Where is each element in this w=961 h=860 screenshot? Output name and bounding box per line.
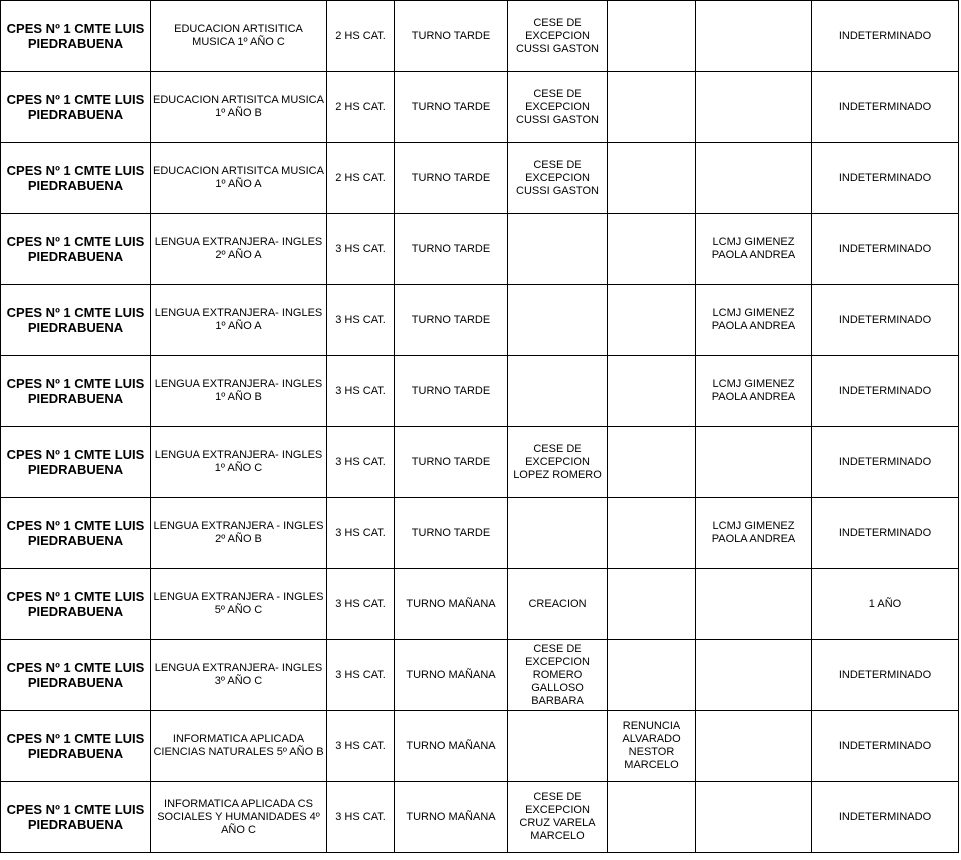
assigned-teacher-cell: LCMJ GIMENEZ PAOLA ANDREA	[696, 214, 812, 285]
resignation-cell	[608, 214, 696, 285]
duration-cell: 1 AÑO	[812, 569, 959, 640]
table-row	[1, 356, 959, 427]
table-row	[1, 143, 959, 214]
shift-cell: TURNO MAÑANA	[395, 569, 508, 640]
resignation-cell	[608, 782, 696, 853]
subject-cell: LENGUA EXTRANJERA- INGLES 3º AÑO C	[151, 640, 327, 711]
shift-cell: TURNO TARDE	[395, 1, 508, 72]
school-cell: CPES Nº 1 CMTE LUIS PIEDRABUENA	[1, 640, 151, 711]
shift-cell: TURNO TARDE	[395, 214, 508, 285]
subject-cell: EDUCACION ARTISITCA MUSICA 1º AÑO B	[151, 72, 327, 143]
subject-cell: INFORMATICA APLICADA CS SOCIALES Y HUMANIDADES 4º AÑO C	[151, 782, 327, 853]
hours-cell: 3 HS CAT.	[327, 498, 395, 569]
assigned-teacher-cell: LCMJ GIMENEZ PAOLA ANDREA	[696, 285, 812, 356]
duration-cell: INDETERMINADO	[812, 285, 959, 356]
reason-cell: CESE DE EXCEPCION CUSSI GASTON	[508, 143, 608, 214]
assigned-teacher-cell: LCMJ GIMENEZ PAOLA ANDREA	[696, 356, 812, 427]
shift-cell: TURNO TARDE	[395, 72, 508, 143]
table-row	[1, 427, 959, 498]
subject-cell: EDUCACION ARTISITICA MUSICA 1º AÑO C	[151, 1, 327, 72]
hours-cell: 3 HS CAT.	[327, 285, 395, 356]
subject-cell: LENGUA EXTRANJERA- INGLES 1º AÑO C	[151, 427, 327, 498]
hours-cell: 3 HS CAT.	[327, 427, 395, 498]
subject-cell: LENGUA EXTRANJERA- INGLES 1º AÑO B	[151, 356, 327, 427]
subject-cell: EDUCACION ARTISITCA MUSICA 1º AÑO A	[151, 143, 327, 214]
duration-cell: INDETERMINADO	[812, 427, 959, 498]
shift-cell: TURNO TARDE	[395, 285, 508, 356]
assigned-teacher-cell	[696, 782, 812, 853]
assigned-teacher-cell	[696, 711, 812, 782]
duration-cell: INDETERMINADO	[812, 1, 959, 72]
duration-cell: INDETERMINADO	[812, 782, 959, 853]
school-cell: CPES Nº 1 CMTE LUIS PIEDRABUENA	[1, 711, 151, 782]
shift-cell: TURNO MAÑANA	[395, 711, 508, 782]
hours-cell: 2 HS CAT.	[327, 72, 395, 143]
hours-cell: 3 HS CAT.	[327, 782, 395, 853]
assigned-teacher-cell	[696, 72, 812, 143]
school-cell: CPES Nº 1 CMTE LUIS PIEDRABUENA	[1, 356, 151, 427]
duration-cell: INDETERMINADO	[812, 711, 959, 782]
duration-cell: INDETERMINADO	[812, 143, 959, 214]
table-row	[1, 72, 959, 143]
assigned-teacher-cell	[696, 143, 812, 214]
table-row	[1, 1, 959, 72]
hours-cell: 3 HS CAT.	[327, 640, 395, 711]
assigned-teacher-cell	[696, 569, 812, 640]
resignation-cell	[608, 640, 696, 711]
resignation-cell	[608, 1, 696, 72]
table-body	[1, 1, 959, 853]
hours-cell: 3 HS CAT.	[327, 356, 395, 427]
school-cell: CPES Nº 1 CMTE LUIS PIEDRABUENA	[1, 427, 151, 498]
reason-cell	[508, 214, 608, 285]
assigned-teacher-cell	[696, 640, 812, 711]
resignation-cell	[608, 569, 696, 640]
reason-cell: CESE DE EXCEPCION CUSSI GASTON	[508, 72, 608, 143]
table-row	[1, 782, 959, 853]
reason-cell	[508, 356, 608, 427]
reason-cell: CESE DE EXCEPCION ROMERO GALLOSO BARBARA	[508, 640, 608, 711]
shift-cell: TURNO TARDE	[395, 356, 508, 427]
resignation-cell	[608, 285, 696, 356]
reason-cell: CESE DE EXCEPCION CRUZ VARELA MARCELO	[508, 782, 608, 853]
resignation-cell	[608, 72, 696, 143]
duration-cell: INDETERMINADO	[812, 214, 959, 285]
resignation-cell	[608, 498, 696, 569]
duration-cell: INDETERMINADO	[812, 356, 959, 427]
assigned-teacher-cell	[696, 1, 812, 72]
reason-cell: CREACION	[508, 569, 608, 640]
reason-cell: CESE DE EXCEPCION CUSSI GASTON	[508, 1, 608, 72]
reason-cell	[508, 711, 608, 782]
table-row	[1, 569, 959, 640]
table-row	[1, 285, 959, 356]
hours-cell: 2 HS CAT.	[327, 143, 395, 214]
subject-cell: LENGUA EXTRANJERA- INGLES 1º AÑO A	[151, 285, 327, 356]
hours-cell: 3 HS CAT.	[327, 711, 395, 782]
shift-cell: TURNO TARDE	[395, 143, 508, 214]
school-cell: CPES Nº 1 CMTE LUIS PIEDRABUENA	[1, 285, 151, 356]
shift-cell: TURNO TARDE	[395, 427, 508, 498]
resignation-cell	[608, 427, 696, 498]
table-row	[1, 640, 959, 711]
table-row	[1, 711, 959, 782]
shift-cell: TURNO TARDE	[395, 498, 508, 569]
reason-cell: CESE DE EXCEPCION LOPEZ ROMERO	[508, 427, 608, 498]
school-cell: CPES Nº 1 CMTE LUIS PIEDRABUENA	[1, 143, 151, 214]
duration-cell: INDETERMINADO	[812, 72, 959, 143]
subject-cell: LENGUA EXTRANJERA - INGLES 2º AÑO B	[151, 498, 327, 569]
assigned-teacher-cell	[696, 427, 812, 498]
duration-cell: INDETERMINADO	[812, 640, 959, 711]
hours-cell: 3 HS CAT.	[327, 214, 395, 285]
hours-cell: 3 HS CAT.	[327, 569, 395, 640]
resignation-cell: RENUNCIA ALVARADO NESTOR MARCELO	[608, 711, 696, 782]
school-cell: CPES Nº 1 CMTE LUIS PIEDRABUENA	[1, 498, 151, 569]
subject-cell: LENGUA EXTRANJERA- INGLES 2º AÑO A	[151, 214, 327, 285]
table-row	[1, 498, 959, 569]
school-cell: CPES Nº 1 CMTE LUIS PIEDRABUENA	[1, 782, 151, 853]
school-cell: CPES Nº 1 CMTE LUIS PIEDRABUENA	[1, 569, 151, 640]
school-cell: CPES Nº 1 CMTE LUIS PIEDRABUENA	[1, 72, 151, 143]
subject-cell: LENGUA EXTRANJERA - INGLES 5º AÑO C	[151, 569, 327, 640]
shift-cell: TURNO MAÑANA	[395, 782, 508, 853]
resignation-cell	[608, 143, 696, 214]
hours-cell: 2 HS CAT.	[327, 1, 395, 72]
school-cell: CPES Nº 1 CMTE LUIS PIEDRABUENA	[1, 1, 151, 72]
reason-cell	[508, 498, 608, 569]
subject-cell: INFORMATICA APLICADA CIENCIAS NATURALES 5º AÑO B	[151, 711, 327, 782]
school-cell: CPES Nº 1 CMTE LUIS PIEDRABUENA	[1, 214, 151, 285]
reason-cell	[508, 285, 608, 356]
duration-cell: INDETERMINADO	[812, 498, 959, 569]
assigned-teacher-cell: LCMJ GIMENEZ PAOLA ANDREA	[696, 498, 812, 569]
resignation-cell	[608, 356, 696, 427]
table-row	[1, 214, 959, 285]
shift-cell: TURNO MAÑANA	[395, 640, 508, 711]
